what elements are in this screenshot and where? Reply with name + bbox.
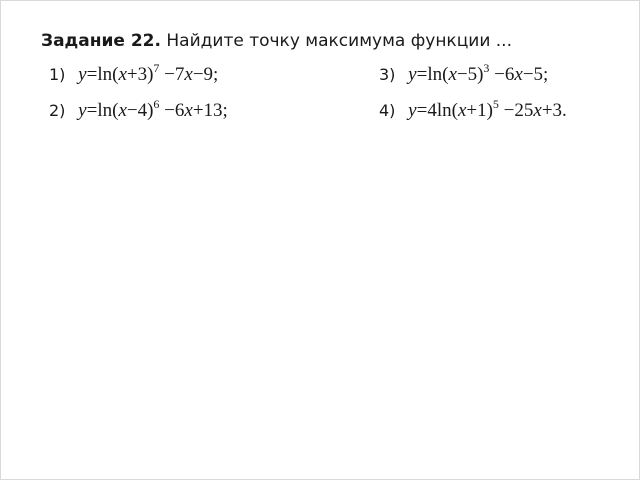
option-number: 1) bbox=[49, 65, 66, 85]
option-3 bbox=[379, 62, 548, 86]
option-2 bbox=[49, 98, 228, 122]
option-formula: $y=4\ln(x+1)^5 -25x+3$. bbox=[408, 97, 567, 122]
option-formula: $y=\ln(x-5)^3 -6x-5$; bbox=[408, 61, 549, 86]
option-number: 4) bbox=[379, 101, 396, 121]
task-text: Найдите точку максимума функции ... bbox=[166, 31, 512, 51]
option-4 bbox=[379, 98, 567, 122]
option-number: 3) bbox=[379, 65, 396, 85]
task-label: Задание 22. bbox=[41, 31, 161, 51]
task-heading bbox=[41, 31, 512, 51]
option-formula: $y=\ln(x+3)^7 -7x-9$; bbox=[78, 61, 219, 86]
option-number: 2) bbox=[49, 101, 66, 121]
option-formula: $y=\ln(x-4)^6 -6x+13$; bbox=[78, 97, 228, 122]
option-1 bbox=[49, 62, 218, 86]
